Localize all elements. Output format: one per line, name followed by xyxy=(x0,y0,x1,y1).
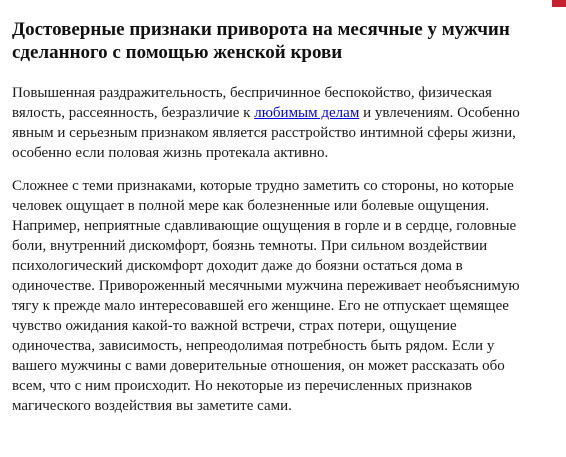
paragraph-1-text-after-link: и увлечениям. Особенно явным и серьезным признаком является расстройство интимной сферы жизни, особенно если половая жизнь протекала активно. xyxy=(12,105,520,161)
paragraph-1-text-before-link: Повышенная раздражительность, беспричинное беспокойство, физическая вялость, рассеянность, безразличие к xyxy=(12,85,492,121)
article-paragraph-2: Сложнее с теми признаками, которые трудно заметить со стороны, но которые человек ощущает в полной мере как болезненные или болевые ощущения. Например, неприятные сдавливающие ощущения в горле и в сердце, головные боли, внутренний дискомфорт, боязнь темноты. При сильном воздействии психологический дискомфорт доходит даже до боязни остаться дома в одиночестве. Привороженный месячными мужчина переживает необъяснимую тягу к прежде мало интересовавшей его женщине. Его не отпускает щемящее чувство ожидания какой-то важной встречи, страх потери, ощущение одиночества, зависимость, непреодолимая потребность быть рядом. Если у вашего мужчины с вами доверительные отношения, он может рассказать обо всем, что с ним происходит. Но некоторые из перечисленных признаков магического воздействия вы заметите сами. xyxy=(12,178,520,414)
article-paragraph-1 xyxy=(12,83,542,163)
favorite-activities-link[interactable]: любимым делам xyxy=(254,105,360,121)
article xyxy=(12,18,542,416)
article-title: Достоверные признаки приворота на месячные у мужчин сделанного с помощью женской крови xyxy=(12,19,510,63)
corner-marker xyxy=(552,0,566,7)
